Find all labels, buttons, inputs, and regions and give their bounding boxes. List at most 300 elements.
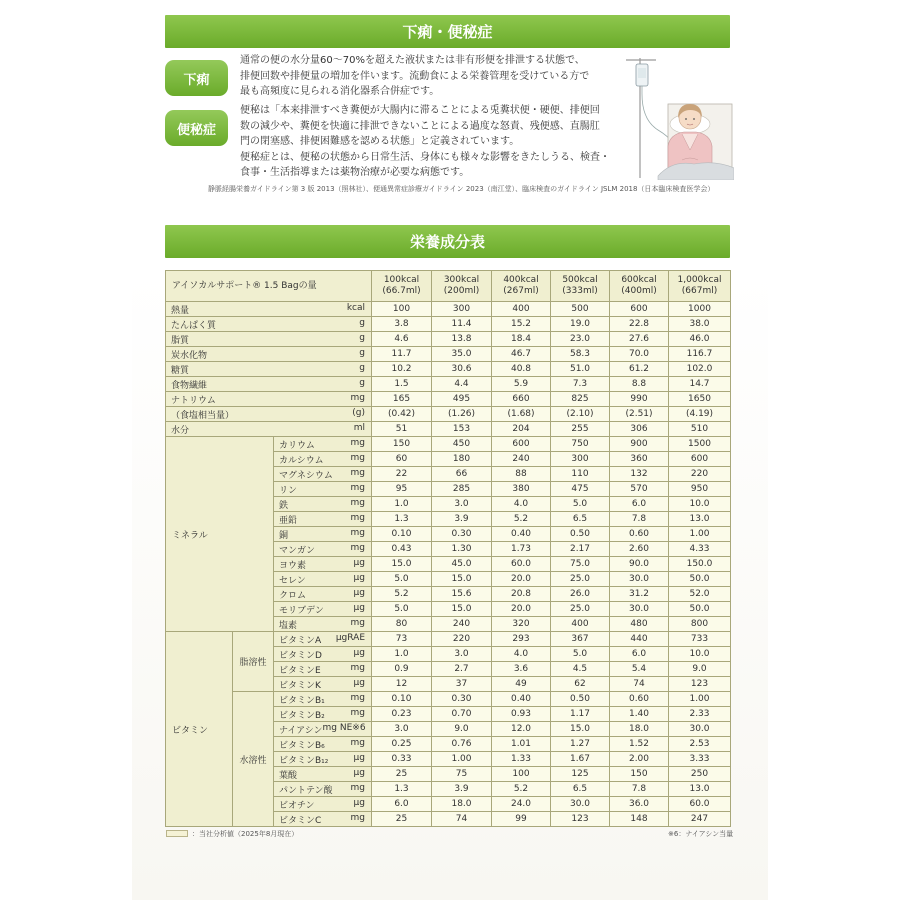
value-cell: 800 [669, 617, 731, 632]
column-header: 600kcal (400ml) [610, 271, 669, 302]
value-cell: 2.7 [432, 662, 492, 677]
subgroup-label-fat-soluble: 脂溶性 [233, 632, 274, 692]
nutrient-name: ナトリウム [171, 395, 216, 406]
nutrient-unit: mg [350, 497, 365, 508]
patient-in-bed-illustration [612, 50, 734, 180]
value-cell: 3.9 [432, 782, 492, 797]
row-label [274, 452, 372, 467]
value-cell: 3.9 [432, 512, 492, 527]
row-label-wrap [169, 393, 368, 406]
nutrient-name: （食塩相当量） [171, 410, 235, 421]
nutrient-unit: mg [350, 812, 365, 823]
value-cell: 37 [432, 677, 492, 692]
value-cell: 0.70 [432, 707, 492, 722]
value-cell: 2.33 [669, 707, 731, 722]
row-label-wrap [277, 678, 368, 691]
value-cell: 15.6 [432, 587, 492, 602]
value-cell: 6.0 [610, 497, 669, 512]
row-label-wrap [277, 738, 368, 751]
value-cell: 25 [372, 812, 432, 827]
value-cell: 13.0 [669, 782, 731, 797]
value-cell: 165 [372, 392, 432, 407]
value-cell: 49 [492, 677, 551, 692]
nutrient-name: 水分 [171, 425, 190, 436]
table-body [166, 302, 731, 827]
value-cell: 1.17 [551, 707, 610, 722]
value-cell: 3.0 [432, 497, 492, 512]
value-cell: 23.0 [551, 332, 610, 347]
nutrient-name: ビタミンK [279, 680, 321, 691]
row-label [274, 752, 372, 767]
value-cell: 6.5 [551, 782, 610, 797]
value-cell: 30.0 [669, 722, 731, 737]
value-cell: 4.6 [372, 332, 432, 347]
value-cell: (1.68) [492, 407, 551, 422]
nutrient-name: モリブデン [279, 605, 324, 616]
row-label-wrap [169, 363, 368, 376]
value-cell: 150.0 [669, 557, 731, 572]
group-label-vitamin: ビタミン [166, 632, 233, 827]
nutrient-unit: ml [353, 422, 365, 433]
value-cell: 18.0 [432, 797, 492, 812]
nutrient-unit: mg [350, 437, 365, 448]
nutrient-name: 塩素 [279, 620, 298, 631]
nutrient-name: ビタミンC [279, 815, 322, 826]
value-cell: 0.93 [492, 707, 551, 722]
diarrhea-line: 通常の便の水分量60～70%を超えた液状または非有形便を排泄する状態で、 [240, 55, 585, 66]
value-cell: 380 [492, 482, 551, 497]
row-label [274, 542, 372, 557]
value-cell: (4.19) [669, 407, 731, 422]
value-cell: 1.5 [372, 377, 432, 392]
table-row [166, 392, 731, 407]
nutrient-unit: mg NE※6 [322, 722, 366, 733]
nutrient-name: 鉄 [279, 500, 289, 511]
value-cell: 1.3 [372, 512, 432, 527]
column-header: 100kcal (66.7ml) [372, 271, 432, 302]
nutrient-name: リン [279, 485, 298, 496]
row-label [274, 467, 372, 482]
value-cell: 6.5 [551, 512, 610, 527]
value-cell: 25.0 [551, 572, 610, 587]
row-label-wrap [277, 603, 368, 616]
value-cell: 0.10 [372, 692, 432, 707]
row-label-wrap [277, 558, 368, 571]
nutrient-unit: μg [353, 557, 365, 568]
row-label-wrap [277, 663, 368, 676]
value-cell: 3.8 [372, 317, 432, 332]
value-cell: 440 [610, 632, 669, 647]
nutrient-unit: μg [353, 752, 365, 763]
nutrient-unit: g [359, 347, 365, 358]
nutrient-unit: μg [353, 587, 365, 598]
value-cell: 0.50 [551, 527, 610, 542]
value-cell: 61.2 [610, 362, 669, 377]
diarrhea-description [240, 53, 610, 100]
row-label [166, 392, 372, 407]
nutrient-name: ヨウ素 [279, 560, 307, 571]
nutrient-unit: μg [353, 677, 365, 688]
nutrient-name: 熱量 [171, 305, 190, 316]
value-cell: 600 [669, 452, 731, 467]
nutrient-unit: mg [350, 707, 365, 718]
value-cell: 24.0 [492, 797, 551, 812]
row-label [166, 407, 372, 422]
value-cell: 320 [492, 617, 551, 632]
row-label [274, 512, 372, 527]
value-cell: 40.8 [492, 362, 551, 377]
value-cell: 18.0 [610, 722, 669, 737]
nutrient-name: カリウム [279, 440, 315, 451]
value-cell: 60 [372, 452, 432, 467]
value-cell: 11.4 [432, 317, 492, 332]
nutrient-unit: g [359, 362, 365, 373]
value-cell: 102.0 [669, 362, 731, 377]
row-label-wrap [169, 423, 368, 436]
value-cell: 0.50 [551, 692, 610, 707]
value-cell: 10.2 [372, 362, 432, 377]
table-row [166, 332, 731, 347]
value-cell: 0.33 [372, 752, 432, 767]
value-cell: 15.0 [432, 602, 492, 617]
row-label-wrap [169, 303, 368, 316]
value-cell: 400 [551, 617, 610, 632]
constipation-description [240, 103, 610, 181]
row-label [274, 572, 372, 587]
value-cell: 88 [492, 467, 551, 482]
value-cell: 400 [492, 302, 551, 317]
table-row [166, 692, 731, 707]
table-row [166, 422, 731, 437]
value-cell: 475 [551, 482, 610, 497]
value-cell: 51.0 [551, 362, 610, 377]
nutrient-unit: mg [350, 782, 365, 793]
nutrient-name: クロム [279, 590, 307, 601]
value-cell: 7.3 [551, 377, 610, 392]
table-row [166, 632, 731, 647]
value-cell: 3.6 [492, 662, 551, 677]
nutrient-name: ビタミンE [279, 665, 321, 676]
nutrient-unit: mg [350, 737, 365, 748]
value-cell: 5.9 [492, 377, 551, 392]
value-cell: 247 [669, 812, 731, 827]
value-cell: 240 [432, 617, 492, 632]
value-cell: 13.0 [669, 512, 731, 527]
value-cell: 5.0 [372, 602, 432, 617]
nutrient-unit: μg [353, 647, 365, 658]
nutrient-name: ナイアシン [279, 725, 323, 736]
value-cell: 1650 [669, 392, 731, 407]
row-label-wrap [277, 483, 368, 496]
row-label-wrap [277, 468, 368, 481]
footnote-analysis: ：当社分析値（2025年8月現在） [192, 830, 299, 838]
value-cell: 495 [432, 392, 492, 407]
row-label-wrap [169, 318, 368, 331]
value-cell: 300 [551, 452, 610, 467]
value-cell: 0.60 [610, 692, 669, 707]
value-cell: 1.0 [372, 647, 432, 662]
value-cell: 125 [551, 767, 610, 782]
value-cell: 3.0 [432, 647, 492, 662]
row-label [274, 587, 372, 602]
value-cell: 19.0 [551, 317, 610, 332]
column-header: 300kcal (200ml) [432, 271, 492, 302]
row-label [274, 767, 372, 782]
nutrient-name: カルシウム [279, 455, 324, 466]
value-cell: 300 [432, 302, 492, 317]
value-cell: 31.2 [610, 587, 669, 602]
row-label-wrap [169, 348, 368, 361]
value-cell: 2.00 [610, 752, 669, 767]
value-cell: 12.0 [492, 722, 551, 737]
value-cell: 27.6 [610, 332, 669, 347]
value-cell: 0.40 [492, 527, 551, 542]
value-cell: 3.33 [669, 752, 731, 767]
row-label-wrap [277, 528, 368, 541]
value-cell: 510 [669, 422, 731, 437]
value-cell: 30.0 [610, 602, 669, 617]
nutrient-name: 食物繊維 [171, 380, 208, 391]
value-cell: 15.0 [551, 722, 610, 737]
nutrient-name: 銅 [279, 530, 289, 541]
nutrient-unit: μg [353, 797, 365, 808]
row-label-wrap [277, 783, 368, 796]
value-cell: 1.0 [372, 497, 432, 512]
value-cell: 8.8 [610, 377, 669, 392]
value-cell: (0.42) [372, 407, 432, 422]
value-cell: 75.0 [551, 557, 610, 572]
value-cell: 1.3 [372, 782, 432, 797]
nutrient-unit: mg [350, 617, 365, 628]
value-cell: 2.17 [551, 542, 610, 557]
nutrient-unit: g [359, 317, 365, 328]
value-cell: 900 [610, 437, 669, 452]
constipation-line: 便秘症とは、便秘の状態から日常生活、身体にも様々な影響をきたしうる、検査・ [240, 151, 610, 163]
row-label-wrap [277, 708, 368, 721]
value-cell: 50.0 [669, 572, 731, 587]
subgroup-label-water-soluble: 水溶性 [233, 692, 274, 827]
value-cell: 74 [610, 677, 669, 692]
value-cell: 13.8 [432, 332, 492, 347]
row-label [274, 662, 372, 677]
row-label-wrap [277, 573, 368, 586]
row-label [274, 602, 372, 617]
nutrient-unit: (g) [352, 407, 365, 418]
value-cell: 1500 [669, 437, 731, 452]
value-cell: 153 [432, 422, 492, 437]
value-cell: 4.0 [492, 647, 551, 662]
value-cell: 15.0 [432, 572, 492, 587]
value-cell: 0.43 [372, 542, 432, 557]
constipation-line: 食事・生活指導または薬物治療が必要な病態です。 [240, 167, 470, 178]
value-cell: 240 [492, 452, 551, 467]
value-cell: 360 [610, 452, 669, 467]
constipation-line: 門の閉塞感、排便困難感を認める状態」と定義されています。 [240, 136, 520, 147]
nutrient-unit: μg [353, 602, 365, 613]
value-cell: 100 [492, 767, 551, 782]
row-label [274, 707, 372, 722]
row-label [274, 782, 372, 797]
value-cell: 990 [610, 392, 669, 407]
nutrient-name: ビタミンB₂ [279, 710, 325, 721]
nutrient-unit: mg [350, 527, 365, 538]
value-cell: 750 [551, 437, 610, 452]
value-cell: 285 [432, 482, 492, 497]
section-title-nutrition: 栄養成分表 [165, 225, 730, 258]
value-cell: 95 [372, 482, 432, 497]
row-label [166, 332, 372, 347]
nutrient-unit: mg [350, 482, 365, 493]
value-cell: 1.00 [669, 527, 731, 542]
value-cell: 35.0 [432, 347, 492, 362]
nutrient-unit: mg [350, 692, 365, 703]
value-cell: 5.0 [372, 572, 432, 587]
value-cell: 30.6 [432, 362, 492, 377]
value-cell: 0.30 [432, 692, 492, 707]
nutrient-unit: g [359, 377, 365, 388]
value-cell: 1.01 [492, 737, 551, 752]
row-label [274, 677, 372, 692]
value-cell: 0.60 [610, 527, 669, 542]
value-cell: 306 [610, 422, 669, 437]
row-label [166, 317, 372, 332]
value-cell: 4.0 [492, 497, 551, 512]
row-label-wrap [277, 543, 368, 556]
diarrhea-line: 排便回数や排便量の増加を伴います。流動食による栄養管理を受けている方で [240, 70, 590, 82]
nutrient-name: パントテン酸 [279, 785, 333, 796]
value-cell: 6.0 [372, 797, 432, 812]
value-cell: 255 [551, 422, 610, 437]
value-cell: 1.00 [432, 752, 492, 767]
value-cell: 0.30 [432, 527, 492, 542]
row-label-wrap [277, 813, 368, 826]
row-label [274, 482, 372, 497]
table-row [166, 362, 731, 377]
value-cell: 73 [372, 632, 432, 647]
nutrient-name: ビタミンB₆ [279, 740, 325, 751]
table-header-row [166, 271, 731, 302]
table-row [166, 407, 731, 422]
row-label [274, 647, 372, 662]
value-cell: 10.0 [669, 647, 731, 662]
row-label [274, 812, 372, 827]
nutrient-name: ビオチン [279, 800, 315, 811]
nutrition-table [165, 270, 731, 827]
value-cell: 12 [372, 677, 432, 692]
row-label-wrap [277, 633, 368, 646]
row-label-wrap [277, 798, 368, 811]
nutrient-unit: mg [350, 512, 365, 523]
value-cell: (2.10) [551, 407, 610, 422]
value-cell: 5.0 [551, 497, 610, 512]
value-cell: 600 [492, 437, 551, 452]
value-cell: 74 [432, 812, 492, 827]
group-label-mineral: ミネラル [166, 437, 274, 632]
row-label-wrap [169, 378, 368, 391]
diarrhea-line: 最も高頻度に見られる消化器系合併症です。 [240, 86, 440, 97]
value-cell: 30.0 [610, 572, 669, 587]
row-label-wrap [277, 693, 368, 706]
value-cell: 22.8 [610, 317, 669, 332]
badge-constipation: 便秘症 [165, 110, 228, 146]
value-cell: 1.33 [492, 752, 551, 767]
value-cell: 0.76 [432, 737, 492, 752]
value-cell: 1000 [669, 302, 731, 317]
value-cell: 1.67 [551, 752, 610, 767]
nutrient-unit: mg [350, 452, 365, 463]
value-cell: 660 [492, 392, 551, 407]
value-cell: 60.0 [669, 797, 731, 812]
row-label [274, 797, 372, 812]
value-cell: 25.0 [551, 602, 610, 617]
table-row [166, 437, 731, 452]
value-cell: 0.9 [372, 662, 432, 677]
nutrient-unit: μgRAE [335, 632, 365, 643]
value-cell: 52.0 [669, 587, 731, 602]
nutrient-unit: mg [350, 662, 365, 673]
value-cell: 22 [372, 467, 432, 482]
value-cell: 5.2 [492, 782, 551, 797]
row-label-wrap [277, 648, 368, 661]
row-label [274, 722, 372, 737]
value-cell: 7.8 [610, 782, 669, 797]
value-cell: 4.5 [551, 662, 610, 677]
value-cell: 5.4 [610, 662, 669, 677]
value-cell: 180 [432, 452, 492, 467]
column-header: 500kcal (333ml) [551, 271, 610, 302]
value-cell: 110 [551, 467, 610, 482]
table-row [166, 317, 731, 332]
value-cell: 220 [669, 467, 731, 482]
value-cell: 36.0 [610, 797, 669, 812]
nutrient-unit: μg [353, 572, 365, 583]
value-cell: 11.7 [372, 347, 432, 362]
analysis-swatch [166, 830, 188, 837]
value-cell: 204 [492, 422, 551, 437]
row-label [274, 632, 372, 647]
value-cell: 58.3 [551, 347, 610, 362]
value-cell: 1.40 [610, 707, 669, 722]
row-label [274, 617, 372, 632]
value-cell: 1.73 [492, 542, 551, 557]
row-label [166, 347, 372, 362]
value-cell: 20.8 [492, 587, 551, 602]
value-cell: (2.51) [610, 407, 669, 422]
row-label-wrap [277, 753, 368, 766]
nutrient-name: 脂質 [171, 335, 190, 346]
nutrient-name: 葉酸 [279, 770, 298, 781]
row-label [274, 527, 372, 542]
value-cell: 25 [372, 767, 432, 782]
value-cell: 20.0 [492, 602, 551, 617]
nutrient-name: ビタミンA [279, 635, 322, 646]
value-cell: 7.8 [610, 512, 669, 527]
value-cell: 150 [610, 767, 669, 782]
badge-diarrhea: 下痢 [165, 60, 228, 96]
section-title-diarrhea-constipation: 下痢・便秘症 [165, 15, 730, 48]
value-cell: 6.0 [610, 647, 669, 662]
value-cell: 1.00 [669, 692, 731, 707]
nutrient-name: セレン [279, 575, 306, 586]
nutrient-unit: mg [350, 542, 365, 553]
value-cell: 1.52 [610, 737, 669, 752]
value-cell: 123 [551, 812, 610, 827]
value-cell: 50.0 [669, 602, 731, 617]
value-cell: 0.40 [492, 692, 551, 707]
value-cell: 480 [610, 617, 669, 632]
value-cell: 10.0 [669, 497, 731, 512]
value-cell: 825 [551, 392, 610, 407]
